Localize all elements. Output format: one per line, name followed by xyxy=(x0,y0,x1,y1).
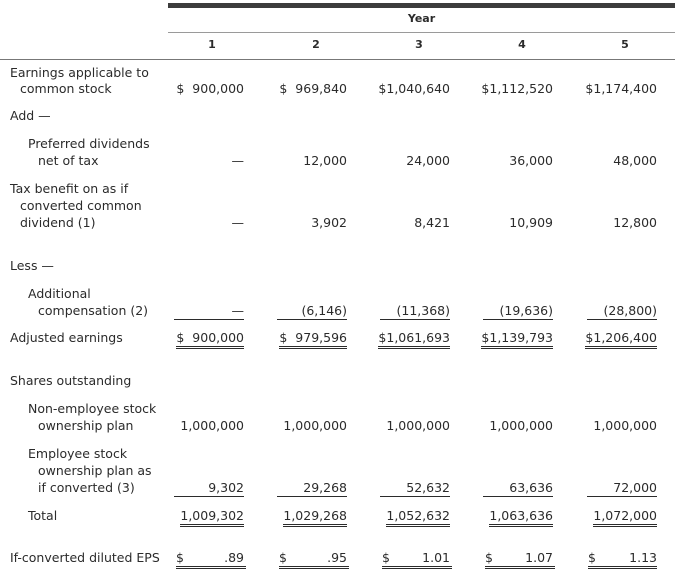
total-value-4: 1,063,636 xyxy=(489,507,553,527)
row-label-emp-3: if converted (3) xyxy=(38,480,135,495)
preferred-value-5: 48,000 xyxy=(613,153,657,168)
eps-dollar-2: $ xyxy=(279,549,349,569)
adjusted-value-2: $ 979,596 xyxy=(279,329,347,349)
row-label-nonemp-2: ownership plan xyxy=(38,418,134,433)
taxbenefit-value-3: 8,421 xyxy=(414,215,450,230)
total-value-5: 1,072,000 xyxy=(593,507,657,527)
preferred-value-1: — xyxy=(231,153,244,168)
eps-value-1: .89 xyxy=(224,550,244,565)
row-label-earnings-1: Earnings applicable to xyxy=(10,65,149,80)
total-value-2: 1,029,268 xyxy=(283,507,347,527)
row-label-add: Add — xyxy=(10,108,51,123)
eps-value-4: 1.07 xyxy=(525,550,553,565)
total-value-1: 1,009,302 xyxy=(180,507,244,527)
preferred-value-4: 36,000 xyxy=(509,153,553,168)
year-header: Year xyxy=(407,12,436,25)
eps-dollar-1: $ xyxy=(176,549,246,569)
row-label-shares: Shares outstanding xyxy=(10,373,132,388)
eps-value-3: 1.01 xyxy=(422,550,450,565)
taxbenefit-value-2: 3,902 xyxy=(311,215,347,230)
adjusted-value-1: $ 900,000 xyxy=(176,329,244,349)
addcomp-value-1: — xyxy=(174,302,244,320)
earnings-value-1: $ 900,000 xyxy=(176,81,244,96)
row-label-taxbenefit-3: dividend (1) xyxy=(20,215,96,230)
emp-value-2: 29,268 xyxy=(277,479,347,497)
row-label-taxbenefit-1: Tax benefit on as if xyxy=(10,181,129,196)
earnings-value-2: $ 969,840 xyxy=(279,81,347,96)
earnings-value-5: $1,174,400 xyxy=(585,81,657,96)
header-top-rule xyxy=(168,3,675,8)
earnings-value-3: $1,040,640 xyxy=(378,81,450,96)
nonemp-value-4: 1,000,000 xyxy=(489,418,553,433)
eps-dollar-5: $ xyxy=(588,549,657,569)
row-label-earnings-2: common stock xyxy=(20,81,112,96)
emp-value-4: 63,636 xyxy=(483,479,553,497)
column-header-2: 2 xyxy=(312,38,320,51)
row-label-total: Total xyxy=(28,508,58,523)
row-label-preferred-1: Preferred dividends xyxy=(28,136,150,151)
emp-value-1: 9,302 xyxy=(174,479,244,497)
taxbenefit-value-4: 10,909 xyxy=(509,215,553,230)
eps-value-5: 1.13 xyxy=(629,550,657,565)
emp-value-3: 52,632 xyxy=(380,479,450,497)
nonemp-value-1: 1,000,000 xyxy=(180,418,244,433)
column-header-4: 4 xyxy=(518,38,526,51)
eps-dollar-4: $ xyxy=(485,549,555,569)
adjusted-value-5: $1,206,400 xyxy=(585,329,657,349)
eps-dollar-3: $ xyxy=(382,549,452,569)
row-label-eps: If-converted diluted EPS xyxy=(10,550,160,565)
row-label-taxbenefit-2: converted common xyxy=(20,198,142,213)
earnings-value-4: $1,112,520 xyxy=(481,81,553,96)
column-header-rule xyxy=(0,59,675,60)
total-value-3: 1,052,632 xyxy=(386,507,450,527)
taxbenefit-value-5: 12,800 xyxy=(613,215,657,230)
addcomp-value-2: (6,146) xyxy=(277,302,347,320)
row-label-nonemp-1: Non-employee stock xyxy=(28,401,157,416)
year-header-rule xyxy=(168,32,675,33)
nonemp-value-2: 1,000,000 xyxy=(283,418,347,433)
row-label-addcomp-2: compensation (2) xyxy=(38,303,149,318)
taxbenefit-value-1: — xyxy=(231,215,244,230)
row-label-emp-2: ownership plan as xyxy=(38,463,152,478)
row-label-preferred-2: net of tax xyxy=(38,153,99,168)
row-label-addcomp-1: Additional xyxy=(28,286,91,301)
adjusted-value-3: $1,061,693 xyxy=(378,329,450,349)
addcomp-value-3: (11,368) xyxy=(380,302,450,320)
nonemp-value-5: 1,000,000 xyxy=(593,418,657,433)
row-label-less: Less — xyxy=(10,258,54,273)
row-label-emp-1: Employee stock xyxy=(28,446,128,461)
preferred-value-2: 12,000 xyxy=(303,153,347,168)
addcomp-value-4: (19,636) xyxy=(483,302,553,320)
nonemp-value-3: 1,000,000 xyxy=(386,418,450,433)
column-header-1: 1 xyxy=(208,38,216,51)
adjusted-value-4: $1,139,793 xyxy=(481,329,553,349)
addcomp-value-5: (28,800) xyxy=(587,302,657,320)
column-header-3: 3 xyxy=(415,38,423,51)
row-label-adjusted: Adjusted earnings xyxy=(10,330,123,345)
emp-value-5: 72,000 xyxy=(587,479,657,497)
eps-value-2: .95 xyxy=(327,550,347,565)
column-header-5: 5 xyxy=(621,38,629,51)
preferred-value-3: 24,000 xyxy=(406,153,450,168)
